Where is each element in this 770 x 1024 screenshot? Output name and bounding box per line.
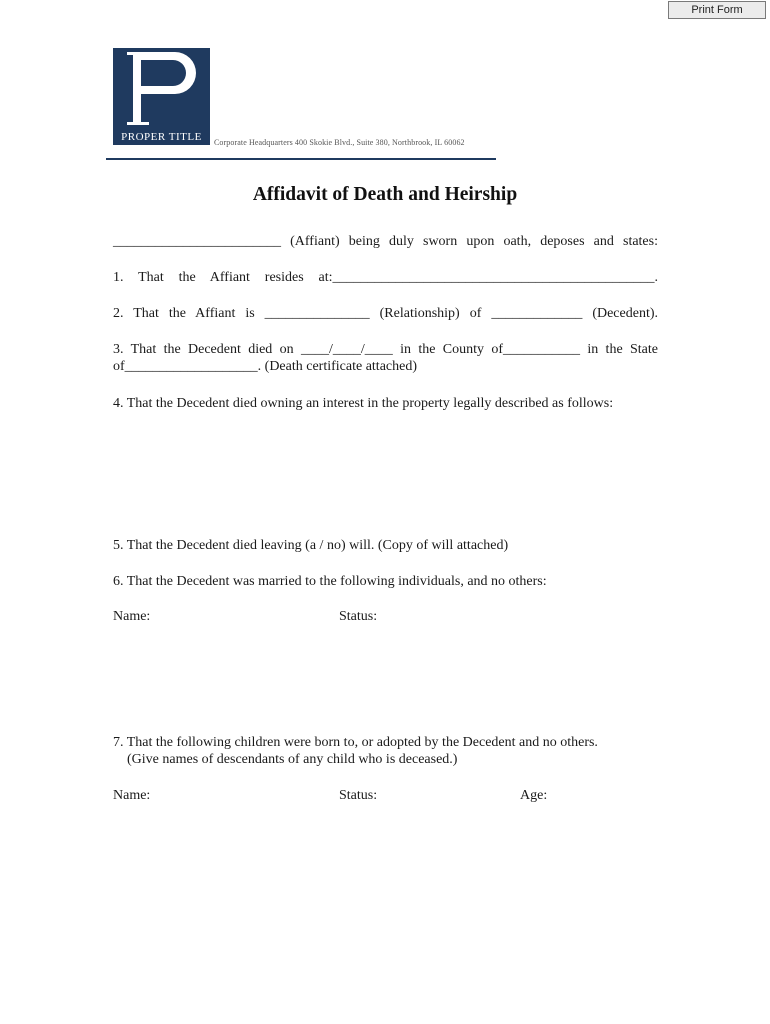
item-6-name-header: Name: <box>113 609 151 624</box>
header-divider <box>106 158 496 160</box>
item-2-relationship: 2. That the Affiant is _______________ (Relationship) of _____________ (Decedent). <box>113 306 658 321</box>
item-7-children: 7. That the following children were born to, or adopted by the Decedent and no others. <box>113 735 598 750</box>
item-6-status-header: Status: <box>339 609 378 624</box>
item-3-death-date: 3. That the Decedent died on ____/____/____ in the County of___________ in the State <box>113 342 658 357</box>
item-5-will: 5. That the Decedent died leaving (a / no) will. (Copy of will attached) <box>113 538 509 553</box>
item-6-marriages: 6. That the Decedent was married to the following individuals, and no others: <box>113 574 547 589</box>
item-1-residence: 1. That the Affiant resides at:______________________________________________. <box>113 270 658 285</box>
headquarters-address: Corporate Headquarters 400 Skokie Blvd., Suite 380, Northbrook, IL 60062 <box>214 138 465 147</box>
page-title: Affidavit of Death and Heirship <box>252 184 518 205</box>
proper-title-logo <box>113 48 210 145</box>
item-7-status-header: Status: <box>339 788 378 803</box>
item-3-state: of___________________. (Death certificate attached) <box>113 359 418 374</box>
intro-statement: ________________________ (Affiant) being duly sworn upon oath, deposes and states: <box>113 234 658 249</box>
logo-text: PROPER TITLE <box>121 131 202 143</box>
item-7-note: (Give names of descendants of any child who is deceased.) <box>113 752 458 767</box>
item-4-property: 4. That the Decedent died owning an interest in the property legally described as follows: <box>113 396 614 411</box>
print-form-button[interactable]: Print Form <box>668 1 766 19</box>
item-7-name-header: Name: <box>113 788 151 803</box>
item-7-age-header: Age: <box>520 788 548 803</box>
